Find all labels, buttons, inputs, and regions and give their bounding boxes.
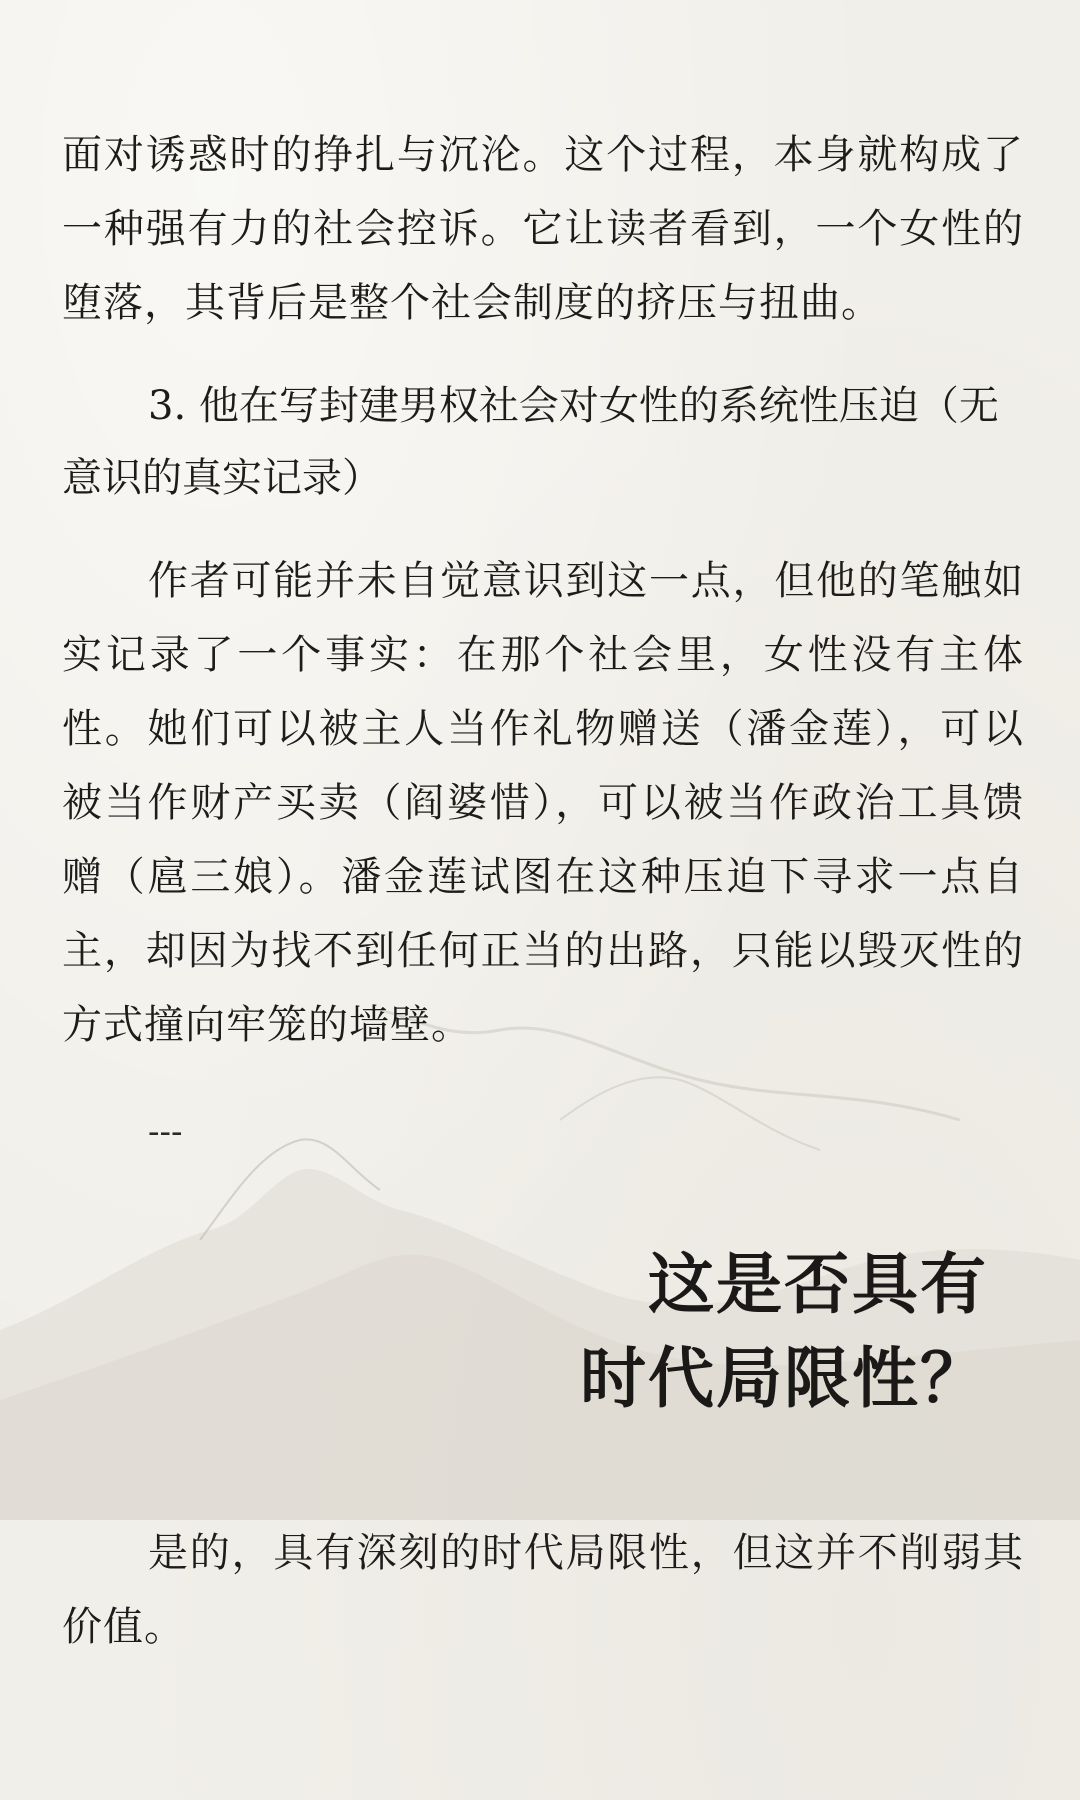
article-body [62, 118, 1024, 1162]
answer-paragraph: 是的，具有深刻的时代局限性，但这并不削弱其价值。 [62, 1530, 1024, 1650]
section-title-line-2: 时代局限性？ [580, 1340, 988, 1417]
section-divider: --- [148, 1112, 183, 1152]
section-title-line-1: 这是否具有 [648, 1246, 988, 1323]
intro-paragraph: 面对诱惑时的挣扎与沉沦。这个过程，本身就构成了一种强有力的社会控诉。它让读者看到，一个女性的堕落，其背后是整个社会制度的挤压与扭曲。 [62, 132, 1024, 326]
point-3-heading: 3. 他在写封建男权社会对女性的系统性压迫（无意识的真实记录） [62, 383, 999, 501]
section-title [580, 1238, 988, 1426]
point-3-body: 作者可能并未自觉意识到这一点，但他的笔触如实记录了一个事实：在那个社会里，女性没有主体性。她们可以被主人当作礼物赠送（潘金莲），可以被当作财产买卖（阎婆惜），可以被当作政治工具馈赠（扈三娘）。潘金莲试图在这种压迫下寻求一点自主，却因为找不到任何正当的出路，只能以毁灭性的方式撞向牢笼的墙壁。 [62, 558, 1024, 1048]
answer-block [62, 1516, 1024, 1664]
